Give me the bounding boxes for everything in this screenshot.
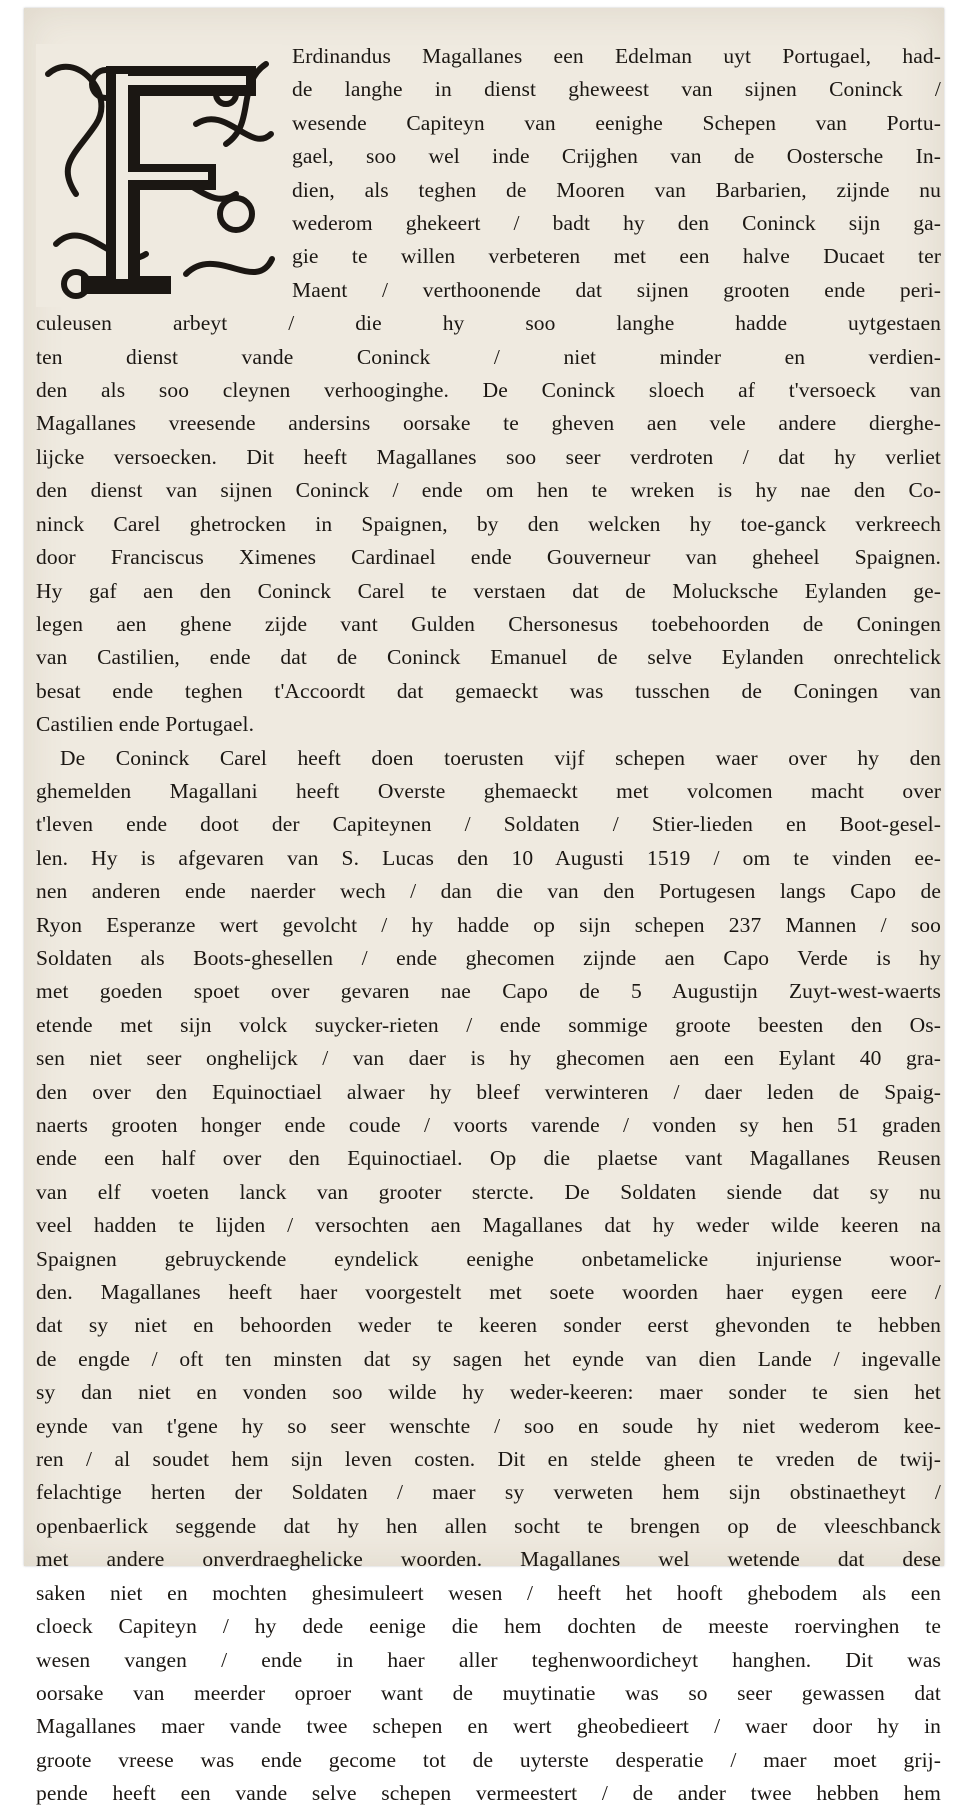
text-line: eynde van t'gene hy so seer wenschte / soo en soude hy niet wederom kee- xyxy=(36,1413,941,1438)
text-line: cloeck Capiteyn / hy dede eenige die hem dochten de meeste roervinghen te xyxy=(36,1614,941,1639)
text-block xyxy=(36,40,941,1811)
text-line: openbaerlick seggende dat hy hen allen socht te brengen op de vleeschbanck xyxy=(36,1513,941,1538)
text-line: besat ende teghen t'Accoordt dat gemaeckt was tusschen de Coningen van xyxy=(36,678,941,703)
text-line: ren / al soudet hem sijn leven costen. Dit en stelde gheen te vreden de twij- xyxy=(36,1447,941,1472)
text-line: wederom ghekeert / badt hy den Coninck sijn ga- xyxy=(292,211,941,236)
text-line: den dienst van sijnen Coninck / ende om hen te wreken is hy nae den Co- xyxy=(36,478,941,503)
text-line: van Castilien, ende dat de Coninck Emanuel de selve Eylanden onrechtelick xyxy=(36,645,941,670)
text-line: gael, soo wel inde Crijghen van de Oostersche In- xyxy=(292,144,941,169)
decorated-initial xyxy=(36,44,282,307)
text-line: Magallanes maer vande twee schepen en wert gheobedieert / waer door hy in xyxy=(36,1714,941,1739)
text-line: Soldaten als Boots-ghesellen / ende ghecomen zijnde aen Capo Verde is hy xyxy=(36,945,941,970)
text-line: De Coninck Carel heeft doen toerusten vijf schepen waer over hy den xyxy=(60,745,941,770)
text-line: ninck Carel ghetrocken in Spaignen, by den welcken hy toe-ganck verkreech xyxy=(36,511,941,536)
text-line: Magallanes vreesende andersins oorsake te gheven aen vele andere dierghe- xyxy=(36,411,941,436)
text-line: culeusen arbeyt / die hy soo langhe hadde uytgestaen xyxy=(36,311,941,336)
text-line: saken niet en mochten ghesimuleert wesen / heeft het hooft ghebodem als een xyxy=(36,1580,941,1605)
text-line: veel hadden te lijden / versochten aen Magallanes dat hy weder wilde keeren na xyxy=(36,1213,941,1238)
text-line: len. Hy is afgevaren van S. Lucas den 10 Augusti 1519 / om te vinden ee- xyxy=(36,845,941,870)
text-line: wesen vangen / ende in haer aller teghenwoordicheyt hanghen. Dit was xyxy=(36,1647,941,1672)
text-line: Castilien ende Portugael. xyxy=(36,712,255,737)
text-line: Maent / verthoonende dat sijnen grooten ende peri- xyxy=(292,277,941,302)
text-line: wesende Capiteyn van eenighe Schepen van Portu- xyxy=(292,110,941,135)
text-line: sy dan niet en vonden soo wilde hy weder-keeren: maer sonder te sien het xyxy=(36,1380,941,1405)
text-line: etende met sijn volck suycker-rieten / ende sommige groote beesten den Os- xyxy=(36,1012,941,1037)
text-line: den. Magallanes heeft haer voorgestelt met soete woorden haer eygen eere / xyxy=(36,1280,941,1305)
text-line: dien, als teghen de Mooren van Barbarien, zijnde nu xyxy=(292,177,941,202)
text-line: den als soo cleynen verhooginghe. De Coninck sloech af t'versoeck van xyxy=(36,378,941,403)
text-line: door Franciscus Ximenes Cardinael ende Gouverneur van gheheel Spaignen. xyxy=(36,545,941,570)
text-line: naerts grooten honger ende coude / voorts varende / vonden sy hen 51 graden xyxy=(36,1113,941,1137)
text-line: t'leven ende doot der Capiteynen / Soldaten / Stier-lieden en Boot-gesel- xyxy=(36,812,941,837)
text-line: met andere onverdraeghelicke woorden. Magallanes wel wetende dat dese xyxy=(36,1547,941,1572)
text-line: felachtige herten der Soldaten / maer sy verweten hem sijn obstinaetheyt / xyxy=(36,1480,941,1505)
text-line: oorsake van meerder oproer want de muytinatie was so seer gewassen dat xyxy=(36,1680,941,1705)
text-line: de engde / oft ten minsten dat sy sagen het eynde van dien Lande / ingevalle xyxy=(36,1346,941,1371)
text-line: den over den Equinoctiael alwaer hy bleef verwinteren / daer leden de Spaig- xyxy=(36,1079,941,1104)
text-line: pende heeft een vande selve schepen vermeestert / de ander twee hebben hem xyxy=(36,1781,941,1806)
text-line: met goeden spoet over gevaren nae Capo de 5 Augustijn Zuyt-west-waerts xyxy=(36,979,941,1004)
text-line: sen niet seer onghelijck / van daer is hy ghecomen aen een Eylant 40 gra- xyxy=(36,1046,941,1071)
text-line: legen aen ghene zijde vant Gulden Chersonesus toebehoorden de Coningen xyxy=(36,611,941,636)
ornament-icon xyxy=(36,44,282,307)
text-line: gie te willen verbeteren met een halve Ducaet ter xyxy=(292,244,941,269)
text-line: ten dienst vande Coninck / niet minder en verdien- xyxy=(36,344,941,369)
text-line: lijcke versoecken. Dit heeft Magallanes soo seer verdroten / dat hy verliet xyxy=(36,444,941,469)
document-page xyxy=(24,8,944,1806)
text-line: ende een half over den Equinoctiael. Op die plaetse vant Magallanes Reusen xyxy=(36,1146,941,1171)
text-line: nen anderen ende naerder wech / dan die van den Portugesen langs Capo de xyxy=(36,879,941,904)
text-line: Erdinandus Magallanes een Edelman uyt Portugael, had- xyxy=(292,44,941,68)
text-line: de langhe in dienst gheweest van sijnen Coninck / xyxy=(292,77,941,102)
text-line: Hy gaf aen den Coninck Carel te verstaen dat de Molucksche Eylanden ge- xyxy=(36,578,941,603)
text-line: van elf voeten lanck van grooter stercte. De Soldaten siende dat sy nu xyxy=(36,1179,941,1204)
text-line: groote vreese was ende gecome tot de uyterste desperatie / maer moet grij- xyxy=(36,1747,941,1772)
text-line: ghemelden Magallani heeft Overste ghemaeckt met volcomen macht over xyxy=(36,778,941,803)
text-line: Ryon Esperanze wert gevolcht / hy hadde op sijn schepen 237 Mannen / soo xyxy=(36,912,941,937)
text-line: dat sy niet en behoorden weder te keeren sonder eerst ghevonden te hebben xyxy=(36,1313,941,1338)
text-line: Spaignen gebruyckende eyndelick eenighe onbetamelicke injuriense woor- xyxy=(36,1246,941,1271)
